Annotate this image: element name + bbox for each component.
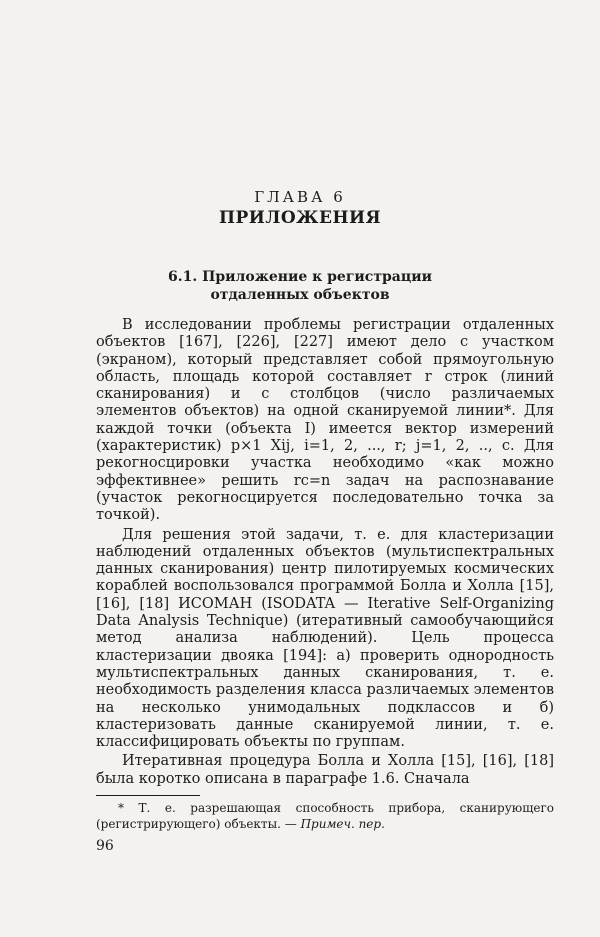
footnote: [96, 800, 554, 832]
footnote-text: * Т. е. разрешающая способность прибора, сканирующего (регистрирующего) объекты. —: [96, 801, 554, 831]
page-number: 96: [96, 838, 114, 854]
paragraph-2: Для решения этой задачи, т. е. для кластеризации наблюдений отдаленных объектов (мультиспектральных данных сканирования) центр пилотируемых космических кораблей воспользовался программой Болла и Холла [15], [16], [18] ИСОМАН (ISODATA — Iterative Self-Organizing Data Analysis Technique) (итеративный самообучающийся метод анализа наблюдений). Цель процесса кластеризации двояка [194]: а) проверить однородность мультиспектральных данных сканирования, т. е. необходимость разделения класса различаемых элементов на несколько унимодальных подклассов и б) кластеризовать данные сканируемой линии, т. е. классифицировать объекты по группам.: [96, 526, 554, 751]
section-heading: [0, 268, 600, 304]
footnote-translator-note: Примеч. пер.: [300, 817, 385, 831]
section-heading-line-2: отдаленных объектов: [210, 287, 390, 303]
footnote-divider: [96, 795, 200, 796]
chapter-label: ГЛАВА 6: [254, 188, 346, 206]
paragraph-1: В исследовании проблемы регистрации отдаленных объектов [167], [226], [227] имеют дело с участком (экраном), который представляет собой прямоугольную область, площадь которой составляет r строк (линий сканирования) и c столбцов (число различаемых элементов объектов) на одной сканируемой линии*. Для каждой точки (объекта I) имеется вектор измерений (характеристик) p×1 Xij, i=1, 2, ..., r; j=1, 2, .., c. Для рекогносцировки участка необходимо «как можно эффективнее» решить rc=n задач на распознавание (участок рекогносцируется последовательно точка за точкой).: [96, 317, 554, 524]
section-heading-line-1: 6.1. Приложение к регистрации: [168, 269, 432, 285]
body-text: [96, 317, 554, 788]
paragraph-3: Итеративная процедура Болла и Холла [15], [16], [18] была коротко описана в параграфе 1.6. Сначала: [96, 753, 554, 787]
chapter-title: ПРИЛОЖЕНИЯ: [218, 208, 382, 228]
